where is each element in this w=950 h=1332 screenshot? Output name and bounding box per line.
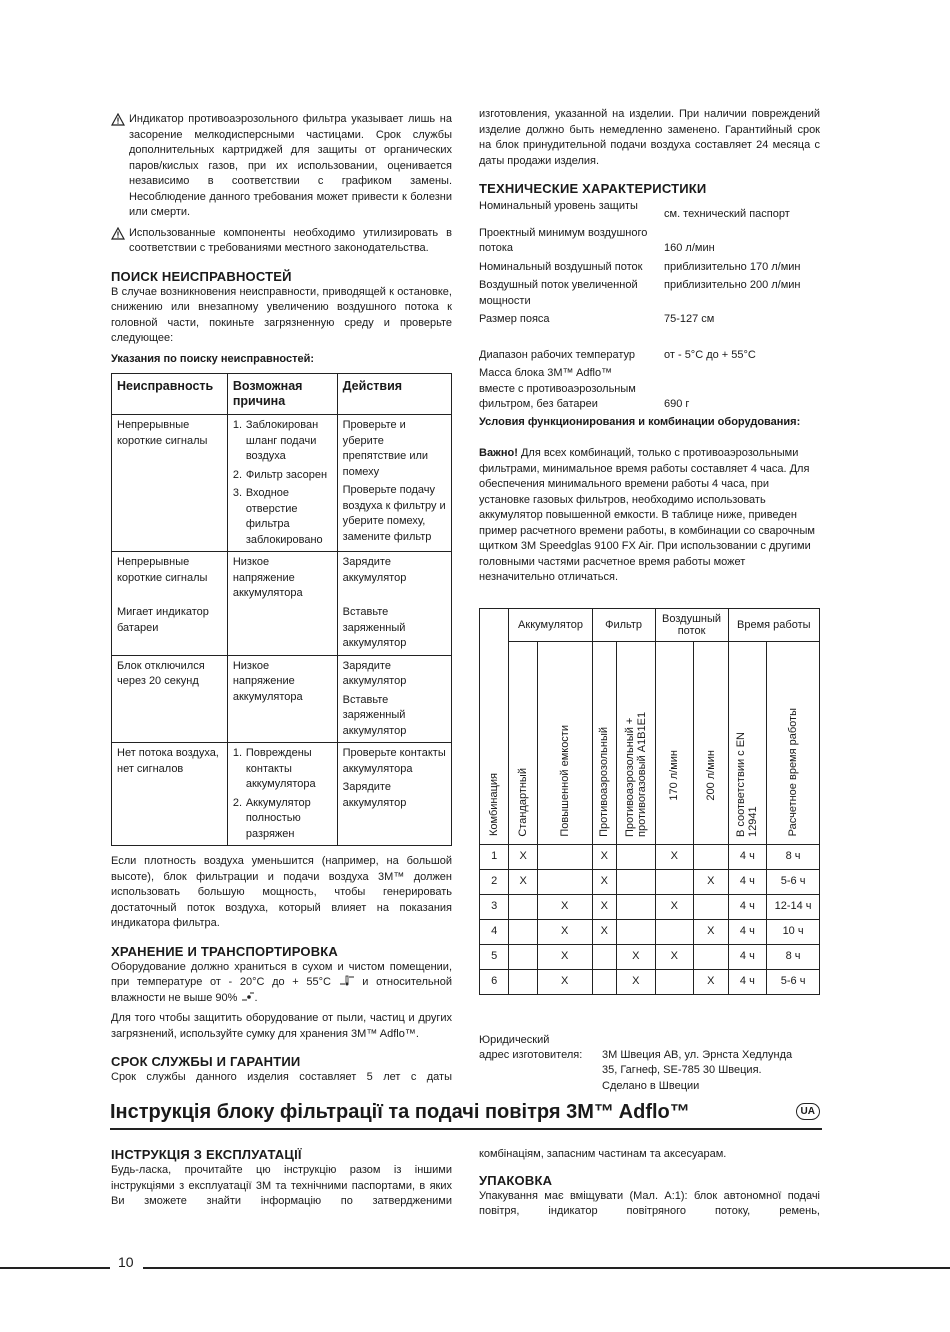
footer-rule-right — [143, 1267, 950, 1269]
table-cell: X — [592, 919, 616, 944]
cause-cell: Низкое напряжение аккумулятора — [227, 552, 337, 656]
table-row — [112, 743, 452, 846]
troubleshooting-table — [111, 373, 452, 846]
storage-text: Оборудование должно храниться в сухом и чистом помещении, при температуре от - 20°C до + 55°C и относительной влажности не выше 90% . — [111, 960, 453, 1004]
table-row — [480, 869, 820, 894]
col-header: Противоаэрозольный — [592, 641, 616, 844]
ua-packaging-heading: УПАКОВКА — [479, 1172, 553, 1188]
ua-section-heading: ІНСТРУКЦІЯ З ЕКСПЛУАТАЦІЇ — [111, 1147, 302, 1162]
ua-section-text: Будь-ласка, прочитайте цю інструкцію разом із іншими інструкціями з експлуатації 3M та технічними паспортами, в яких Ви зможете знайти інформацію по затвердженими — [111, 1164, 452, 1207]
fault-cell: Нет потока воздуха, нет сигналов — [112, 743, 228, 846]
conditions-heading: Условия функционирования и комбинации оборудования: — [479, 415, 801, 428]
table-cell: 8 ч — [767, 844, 820, 869]
table-cell: X — [694, 969, 729, 994]
col-header: Повышенной емкости — [537, 641, 592, 844]
warning-disposal — [111, 226, 452, 257]
table-cell — [694, 944, 729, 969]
spec-row: Номинальный воздушный поток приблизительно 170 л/мин — [479, 260, 801, 273]
table-cell: 4 ч — [728, 844, 767, 869]
table-cell: 5-6 ч — [767, 869, 820, 894]
table-cell: X — [655, 844, 694, 869]
warning-triangle-icon — [111, 227, 125, 240]
storage-text-2: Для того чтобы защитить оборудование от пыли, частиц и других загрязнений, используйте сумку для хранения 3M™ Adflo™. — [111, 1012, 452, 1040]
table-cell — [694, 844, 729, 869]
right-column — [479, 107, 820, 1094]
group-header: Время работы — [728, 608, 819, 641]
fault-cell: Непрерывные короткие сигналы — [112, 415, 228, 552]
table-cell: 10 ч — [767, 919, 820, 944]
group-header-row — [480, 608, 820, 641]
table-cell — [537, 869, 592, 894]
table-cell — [537, 844, 592, 869]
action-cell: Проверьте и уберите препятствие или помеху Проверьте подачу воздуха к фильтру и уберите помеху, замените фильтр — [337, 415, 451, 552]
density-text: Если плотность воздуха уменьшится (например, на большой высоте), блок фильтрации и подачи воздуха 3M™ должен использовать большую мощность, чтобы генерировать достаточный поток воздуха, который влияет на показания индикатора фильтра. — [111, 855, 452, 929]
left-column — [111, 112, 452, 1086]
combination-table — [479, 608, 820, 995]
storage-heading: ХРАНЕНИЕ И ТРАНСПОРТИРОВКА — [111, 943, 339, 959]
table-cell: X — [694, 869, 729, 894]
table-cell: 5 — [480, 944, 509, 969]
group-header: Воздушный поток — [655, 608, 728, 641]
cause-cell: 1. Заблокирован шланг подачи воздуха 2. Фильтр засорен 3. Входное отверстие фильтра заблокировано — [227, 415, 337, 552]
table-cell: 12-14 ч — [767, 894, 820, 919]
col-header: 170 л/мин — [655, 641, 694, 844]
ua-packaging-text: Упакування має вміщувати (Мал. A:1): блок автономної подачі повітря, індикатор повітряного потоку, ремень, — [479, 1189, 820, 1217]
group-header: Фильтр — [592, 608, 655, 641]
table-row — [112, 552, 452, 656]
fault-cell: Блок отключился через 20 секунд — [112, 655, 228, 743]
ua-right-column — [479, 1147, 820, 1220]
table-row — [480, 919, 820, 944]
spec-row: Масса блока 3M™ Adflo™ вместе с противоаэрозольным фильтром, без батареи 690 г — [479, 367, 690, 410]
legal-address: Юридический адрес изготовителя: 3M Швеция AB, ул. Эрнста Хедлунда 35, Гагнеф, SE-785 30 Швеция. Сделано в Швеции — [479, 1033, 793, 1092]
header-fault: Неисправность — [112, 374, 228, 415]
table-row — [480, 894, 820, 919]
table-cell: X — [616, 969, 655, 994]
table-cell — [655, 919, 694, 944]
table-cell: X — [655, 944, 694, 969]
page-number: 10 — [118, 1254, 134, 1270]
table-cell: 5-6 ч — [767, 969, 820, 994]
footer-rule-left — [0, 1267, 110, 1269]
table-cell: X — [592, 894, 616, 919]
header-cause: Возможная причина — [227, 374, 337, 415]
col-header: 200 л/мин — [694, 641, 729, 844]
table-cell: 4 ч — [728, 969, 767, 994]
table-cell — [616, 844, 655, 869]
table-cell: 4 ч — [728, 894, 767, 919]
warranty-heading: СРОК СЛУЖБЫ И ГАРАНТИИ — [111, 1054, 301, 1069]
temperature-limit-icon — [339, 975, 355, 986]
table-cell — [616, 894, 655, 919]
warranty-text: Срок службы данного изделия составляет 5 лет с даты — [111, 1071, 452, 1083]
table-cell — [509, 944, 537, 969]
warning-filter-indicator — [111, 112, 452, 221]
table-cell: X — [509, 844, 537, 869]
table-cell: X — [592, 869, 616, 894]
table-cell: X — [592, 844, 616, 869]
table-cell: 4 ч — [728, 869, 767, 894]
spec-row: Диапазон рабочих температур от - 5°C до + 55°C — [479, 348, 756, 361]
warning-triangle-icon — [111, 113, 125, 126]
table-cell: 2 — [480, 869, 509, 894]
table-cell: 4 — [480, 919, 509, 944]
table-cell — [616, 919, 655, 944]
cause-cell: 1. Повреждены контакты аккумулятора 2. Аккумулятор полностью разряжен — [227, 743, 337, 846]
col-header: Стандартный — [509, 641, 537, 844]
table-cell: 1 — [480, 844, 509, 869]
table-header-row — [112, 374, 452, 415]
table-cell — [616, 869, 655, 894]
table-row — [480, 969, 820, 994]
combination-rows — [480, 844, 820, 994]
table-cell: X — [537, 969, 592, 994]
table-cell: 4 ч — [728, 919, 767, 944]
table-cell: X — [537, 919, 592, 944]
group-header: Аккумулятор — [509, 608, 592, 641]
col-header: Расчетное время работы — [767, 641, 820, 844]
specs-heading: ТЕХНИЧЕСКИЕ ХАРАКТЕРИСТИКИ — [479, 181, 707, 196]
warning-text: Использованные компоненты необходимо утилизировать в соответствии с требованиями местного законодательства. — [129, 226, 452, 254]
table-cell — [655, 869, 694, 894]
spec-row: Номинальный уровень защиты см. технический паспорт — [479, 200, 790, 220]
troubleshooting-text: В случае возникновения неисправности, приводящей к остановке, снижению или внезапному увеличению воздушного потока к головной части, покиньте загрязненную среду и проверьте следующее: — [111, 285, 452, 344]
table-cell: X — [537, 944, 592, 969]
troubleshooting-hint: Указания по поиску неисправностей: — [111, 352, 314, 365]
table-row — [112, 655, 452, 743]
spec-row: Проектный минимум воздушного потока 160 л/мин — [479, 226, 715, 254]
table-cell: X — [616, 944, 655, 969]
table-row — [480, 944, 820, 969]
fault-cell: Непрерывные короткие сигналы Мигает индикатор батареи — [112, 552, 228, 656]
table-cell — [509, 894, 537, 919]
troubleshooting-heading: ПОИСК НЕИСПРАВНОСТЕЙ — [111, 268, 292, 284]
action-cell: Зарядите аккумулятор Вставьте заряженный аккумулятор — [337, 655, 451, 743]
ua-title: Інструкція блоку фільтрації та подачі повітря 3M™ Adflo™ — [110, 1101, 690, 1123]
table-cell — [655, 969, 694, 994]
col-header: Комбинация — [480, 608, 509, 844]
table-cell: X — [694, 919, 729, 944]
table-cell — [592, 944, 616, 969]
table-cell: X — [509, 869, 537, 894]
humidity-limit-icon — [241, 991, 255, 1002]
column-header-row — [480, 641, 820, 844]
ua-title-bar — [110, 1100, 822, 1130]
spec-row: Размер пояса 75-127 см — [479, 313, 715, 325]
ua-continued-text: комбінаціям, запасним частинам та аксесуарам. — [479, 1148, 727, 1160]
table-cell: 4 ч — [728, 944, 767, 969]
spec-row: Воздушный поток увеличенной мощности приблизительно 200 л/мин — [479, 279, 801, 307]
col-header: В соответствии с EN 12941 — [728, 641, 767, 844]
action-cell: Проверьте контакты аккумулятора Зарядите аккумулятор — [337, 743, 451, 846]
table-cell — [509, 969, 537, 994]
header-action: Действия — [337, 374, 451, 415]
table-cell: 8 ч — [767, 944, 820, 969]
table-cell: X — [537, 894, 592, 919]
table-cell — [509, 919, 537, 944]
ua-language-badge: UA — [796, 1103, 820, 1120]
cause-cell: Низкое напряжение аккумулятора — [227, 655, 337, 743]
important-note: Важно! Для всех комбинаций, только с противоаэрозольными фильтрами, минимальное время работы составляет 4 часа. Для обеспечения минимального времени работы 4 часа, при установке газовых фильтров, необходимо использовать аккумулятор повышенной емкости. В таблице ниже, приведен пример расчетного времени работы, в комбинации со сварочным щитком 3M Speedglas 9100 FX Air. При использовании с другими головными частями расчетное время работы может незначительно отличаться. — [479, 447, 815, 583]
specs-list — [479, 199, 820, 413]
ua-left-column — [111, 1147, 452, 1210]
table-cell: 3 — [480, 894, 509, 919]
action-cell: Зарядите аккумулятор Вставьте заряженный аккумулятор — [337, 552, 451, 656]
table-cell — [694, 894, 729, 919]
warranty-continued: изготовления, указанной на изделии. При наличии повреждений изделие должно быть немедленно заменено. Гарантийный срок на блок принудительной подачи воздуха составляет 24 месяца с даты продажи изделия. — [479, 108, 820, 167]
table-row — [480, 844, 820, 869]
table-cell: X — [655, 894, 694, 919]
table-row — [112, 415, 452, 552]
table-cell — [592, 969, 616, 994]
col-header: Противоаэрозольный + противогазовый A1B1E1 — [616, 641, 655, 844]
warning-text: Индикатор противоаэрозольного фильтра указывает лишь на засорение мелкодисперсными частицами. Срок службы дополнительных картриджей для защиты от органических паров/кислых газов, при их использовании, оценивается независимо в соответствии с графиком замены. Несоблюдение данного требования может привести к болезни или смерти. — [129, 113, 452, 218]
table-cell: 6 — [480, 969, 509, 994]
